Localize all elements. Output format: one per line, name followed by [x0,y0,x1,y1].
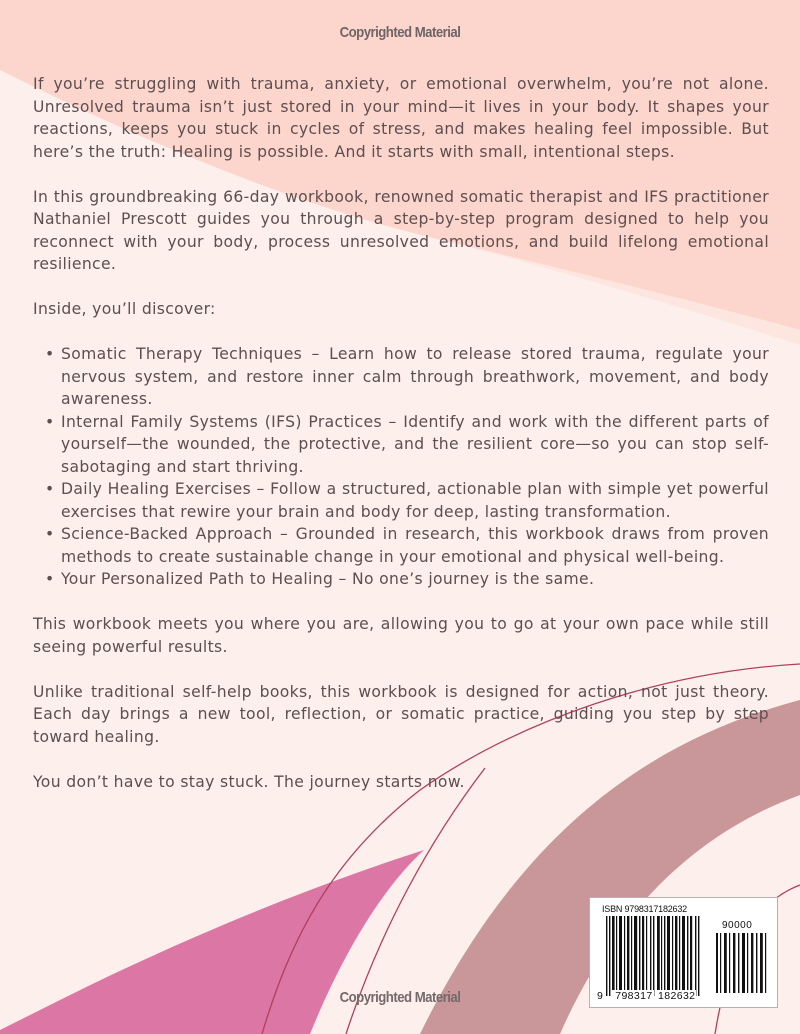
addon-barcode-bars-icon [715,933,767,993]
barcode-digit-group-2: 182632 [657,990,696,1002]
back-cover-text [33,73,769,793]
feature-list [33,343,769,591]
feature-text: Somatic Therapy Techniques – Learn how to release stored trauma, regulate your nervous system, and restore inner calm through breathwork, movement, and body awareness. [61,345,769,408]
feature-item-ifs [33,411,769,479]
barcode-digit-group-1: 798317 [615,990,653,1002]
feature-item-somatic [33,343,769,411]
price-code-label: 90000 [722,920,753,931]
barcode-digits [596,990,696,1002]
pink-arc-shape [0,850,424,1034]
feature-text: Science-Backed Approach – Grounded in research, this workbook draws from proven methods to create sustainable change in your emotional and physical well-being. [61,525,769,566]
bullet-icon: • [45,345,55,363]
feature-text: Your Personalized Path to Healing – No one’s journey is the same. [61,570,595,588]
intro-paragraph: If you’re struggling with trauma, anxiety, or emotional overwhelm, you’re not alone. Unresolved trauma isn’t just stored in your mind—it lives in your body. It shapes your reactions, keeps you stuck in cycles of stress, and makes healing feel impossible. But here’s the truth: Healing is possible. And it starts with small, intentional steps. [33,75,769,161]
bullet-icon: • [45,412,55,431]
isbn-barcode [589,897,778,1008]
meets-you-paragraph: This workbook meets you where you are, allowing you to go at your own pace while still seeing powerful results. [33,615,769,656]
feature-item-science [33,523,769,568]
feature-text: Internal Family Systems (IFS) Practices – Identify and work with the different parts of yourself—the wounded, the protective, and the resilient core—so you can stop self-sabotaging and start thriving. [61,412,769,476]
isbn-label: ISBN 9798317182632 [602,904,687,914]
bullet-icon: • [45,525,55,543]
feature-item-daily [33,478,769,523]
copyright-watermark-bottom: Copyrighted Material [339,989,461,1006]
feature-text: Daily Healing Exercises – Follow a structured, actionable plan with simple yet powerful exercises that rewire your brain and body for deep, lasting transformation. [61,480,769,521]
about-paragraph: In this groundbreaking 66-day workbook, renowned somatic therapist and IFS practitioner Nathaniel Prescott guides you through a step-by-step program designed to help you reconnect with your body, process unresolved emotions, and build lifelong emotional resilience. [33,187,769,273]
barcode-bars-icon [604,916,704,996]
copyright-watermark-top: Copyrighted Material [339,24,461,41]
barcode-digit-lead: 9 [597,990,604,1002]
unlike-paragraph: Unlike traditional self-help books, this workbook is designed for action, not just theory. Each day brings a new tool, reflection, or somatic practice, guiding you step by step toward healing. [33,682,769,746]
bullet-icon: • [45,570,55,588]
feature-item-personalized [33,568,769,591]
closing-paragraph: You don’t have to stay stuck. The journey starts now. [33,772,465,791]
inside-heading: Inside, you’ll discover: [33,300,216,318]
bullet-icon: • [45,480,55,498]
